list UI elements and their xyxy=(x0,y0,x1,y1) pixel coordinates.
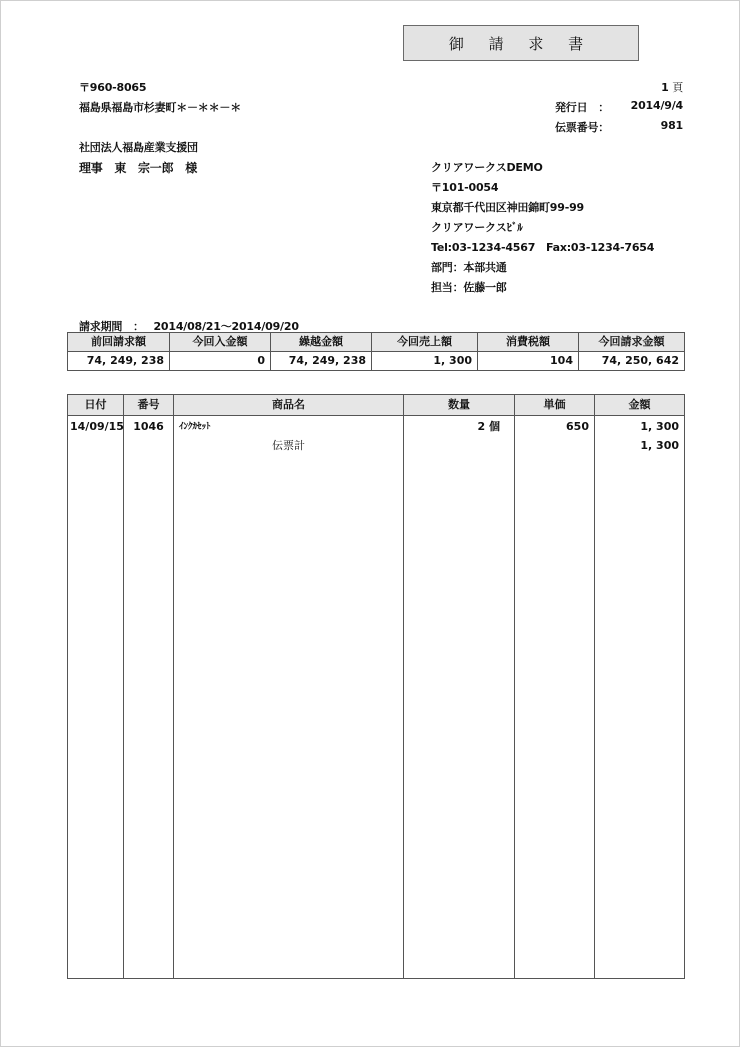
summary-header-tax: 消費税額 xyxy=(478,333,579,352)
detail-cell-unit-price xyxy=(515,416,595,979)
detail-cell-date xyxy=(68,416,124,979)
summary-value-sales: 1, 300 xyxy=(372,352,478,371)
detail-product: ｲﾝｸｶｾｯﾄ xyxy=(179,422,211,432)
detail-amount: 1, 300 xyxy=(640,420,679,433)
sender-address: 東京都千代田区神田錦町99-99 xyxy=(431,201,584,214)
summary-header-previous: 前回請求額 xyxy=(68,333,170,352)
recipient-address: 福島県福島市杉妻町＊－＊＊－＊ xyxy=(79,101,241,114)
invoice-title: 御 請 求 書 xyxy=(403,25,639,61)
detail-unit-price: 650 xyxy=(566,420,589,433)
detail-date: 14/09/15 xyxy=(70,420,124,433)
summary-header-row xyxy=(68,333,685,352)
detail-cell-product xyxy=(174,416,404,979)
sender-department: 部門：本部共通 xyxy=(431,261,507,274)
summary-value-total: 74, 250, 642 xyxy=(579,352,685,371)
page-number-value: 1 xyxy=(661,81,669,94)
summary-value-tax: 104 xyxy=(478,352,579,371)
slip-number-label: 伝票番号： xyxy=(555,121,609,134)
sender-contact: 担当：佐藤一郎 xyxy=(431,281,507,294)
detail-header-date: 日付 xyxy=(68,395,124,416)
detail-header-number: 番号 xyxy=(124,395,174,416)
summary-value-previous: 74, 249, 238 xyxy=(68,352,170,371)
detail-cell-quantity xyxy=(404,416,515,979)
sender-building: クリアワークスﾋﾞﾙ xyxy=(431,221,523,234)
issue-date-value: 2014/9/4 xyxy=(630,99,683,112)
detail-subtotal-label: 伝票計 xyxy=(272,439,305,452)
detail-header-quantity: 数量 xyxy=(404,395,515,416)
detail-header-unit-price: 単価 xyxy=(515,395,595,416)
detail-header-row xyxy=(68,395,685,416)
summary-value-row xyxy=(68,352,685,371)
issue-date-label: 発行日 ： xyxy=(555,101,609,114)
summary-header-payment: 今回入金額 xyxy=(170,333,271,352)
detail-subtotal-amount: 1, 300 xyxy=(640,439,679,452)
detail-table xyxy=(67,394,685,979)
sender-company: クリアワークスDEMO xyxy=(431,161,543,174)
billing-period-label: 請求期間 ： xyxy=(79,320,144,333)
summary-table xyxy=(67,332,685,371)
slip-number-value: 981 xyxy=(660,119,683,132)
recipient-person: 理事 東 宗一郎 様 xyxy=(79,161,198,175)
detail-cell-number xyxy=(124,416,174,979)
sender-phone: Tel:03-1234-4567 Fax:03-1234-7654 xyxy=(431,241,655,254)
recipient-postal: 〒960-8065 xyxy=(79,81,147,94)
summary-header-total: 今回請求金額 xyxy=(579,333,685,352)
detail-number: 1046 xyxy=(133,420,164,433)
detail-quantity: 2 個 xyxy=(477,420,500,433)
page-number xyxy=(661,79,683,95)
recipient-organization: 社団法人福島産業支援団 xyxy=(79,141,198,154)
detail-header-product: 商品名 xyxy=(174,395,404,416)
detail-cell-amount xyxy=(595,416,685,979)
table-row xyxy=(68,416,685,979)
detail-header-amount: 金額 xyxy=(595,395,685,416)
summary-value-payment: 0 xyxy=(170,352,271,371)
summary-value-carryover: 74, 249, 238 xyxy=(271,352,372,371)
page-number-unit: 頁 xyxy=(672,81,683,94)
billing-period-value: 2014/08/21～2014/09/20 xyxy=(153,320,299,333)
summary-header-sales: 今回売上額 xyxy=(372,333,478,352)
summary-header-carryover: 繰越金額 xyxy=(271,333,372,352)
sender-postal: 〒101-0054 xyxy=(431,181,499,194)
